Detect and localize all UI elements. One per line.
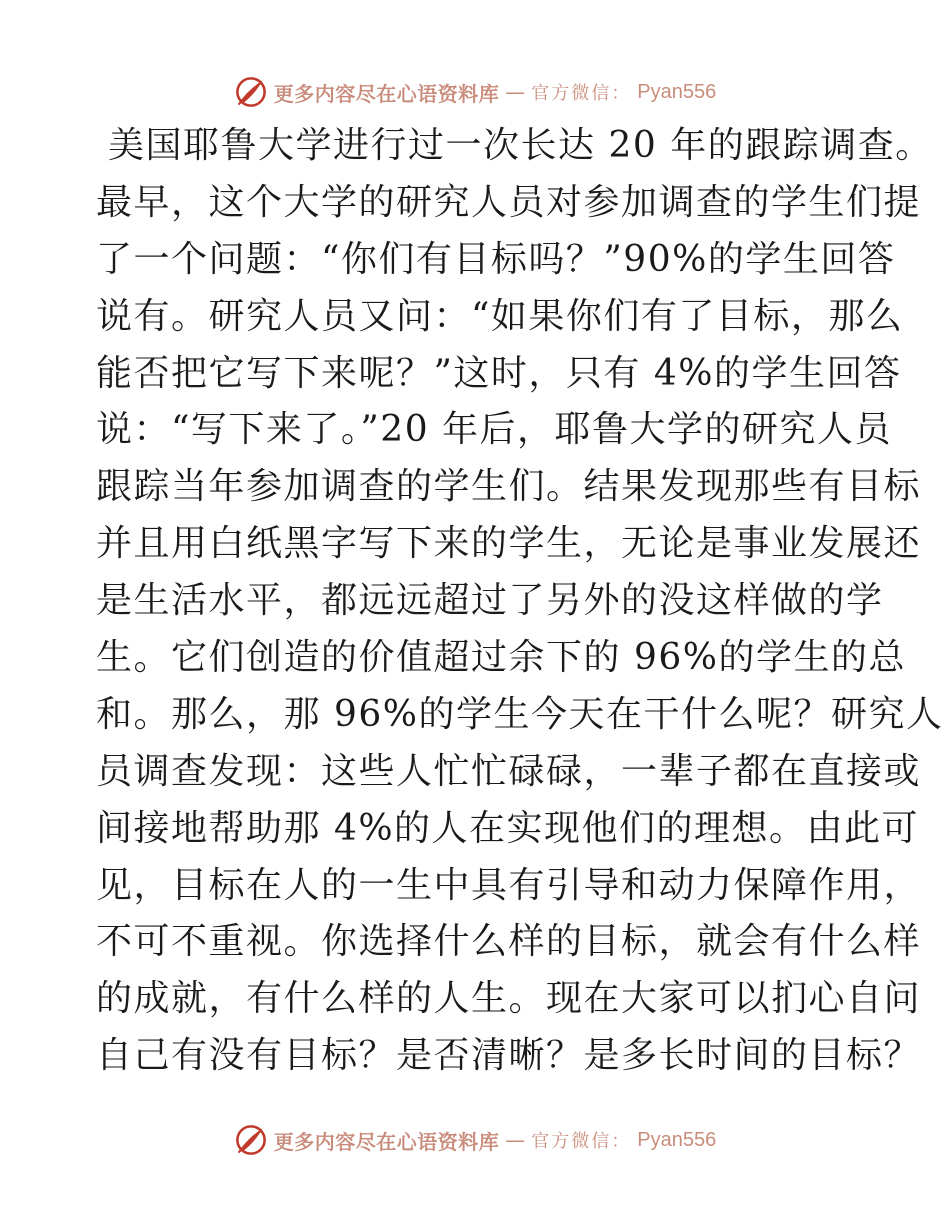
text-line: 生。它们创造的价值超过余下的 96%的学生的总 — [96, 637, 906, 679]
quill-pen-logo-icon — [234, 1123, 268, 1157]
text-line: 不可不重视。你选择什么样的目标，就会有什么样 — [96, 921, 922, 963]
text-line: 见，目标在人的一生中具有引导和动力保障作用， — [96, 864, 922, 906]
watermark-site-name: 更多内容尽在心语资料库 — [273, 1129, 500, 1154]
text-line: 的成就，有什么样的人生。现在大家可以扪心自问 — [96, 978, 922, 1020]
watermark-footer — [0, 1120, 950, 1160]
text-line: 是生活水平，都远远超过了另外的没这样做的学 — [96, 580, 884, 622]
text-line: 最早，这个大学的研究人员对参加调查的学生们提 — [96, 181, 922, 223]
watermark-wechat-label: 官方微信： — [531, 1131, 632, 1152]
watermark-wechat-id: Pyan556 — [637, 1128, 717, 1151]
text-line: 和。那么，那 96%的学生今天在干什么呢？研究人 — [96, 693, 944, 735]
watermark-wechat-label: 官方微信： — [531, 83, 632, 104]
text-line: 说有。研究人员又问：“如果你们有了目标，那么 — [96, 295, 904, 337]
watermark-dash: — — [505, 1128, 526, 1152]
watermark-site-name: 更多内容尽在心语资料库 — [273, 81, 500, 106]
text-line: 能否把它写下来呢？”这时，只有 4%的学生回答 — [96, 352, 902, 394]
text-line: 间接地帮助那 4%的人在实现他们的理想。由此可 — [96, 807, 920, 849]
watermark-dash: — — [505, 80, 526, 104]
text-line: 员调查发现：这些人忙忙碌碌，一辈子都在直接或 — [96, 750, 922, 792]
text-line: 说：“写下来了。”20 年后，耶鲁大学的研究人员 — [96, 409, 893, 451]
watermark-header — [0, 72, 950, 112]
text-line: 跟踪当年参加调查的学生们。结果发现那些有目标 — [96, 466, 922, 508]
text-line: 并且用白纸黑字写下来的学生，无论是事业发展还 — [96, 523, 922, 565]
article-body — [96, 118, 944, 1085]
quill-pen-logo-icon — [234, 75, 268, 109]
watermark-wechat-id: Pyan556 — [637, 80, 717, 103]
text-line: 自己有没有目标？是否清晰？是多长时间的目标？ — [96, 1035, 922, 1077]
text-line: 美国耶鲁大学进行过一次长达 20 年的跟踪调查。 — [108, 125, 933, 166]
text-line: 了一个问题：“你们有目标吗？”90%的学生回答 — [96, 238, 896, 280]
